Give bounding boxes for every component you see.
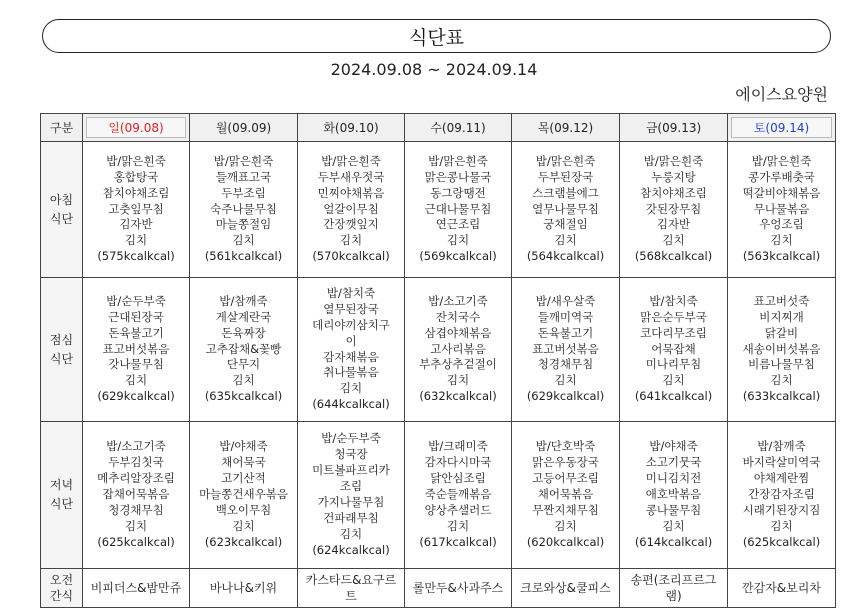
menu-item: 홍합탕국 [113, 169, 159, 184]
day-header-label: 금(09.13) [645, 121, 702, 135]
menu-item: 잡채어묵볶음 [102, 487, 170, 502]
menu-item: 미나리무침 [645, 357, 702, 372]
snack-label [41, 569, 83, 608]
snack-cell [512, 569, 620, 608]
menu-item: 밥/참치죽 [326, 285, 376, 300]
meal-label-text: 아침 [49, 192, 74, 207]
snack-item: 깐감자&보리차 [742, 581, 821, 595]
calorie-value: (632kcalkcal) [419, 389, 497, 404]
menu-item: 밥/순두부죽 [106, 293, 166, 308]
menu-item: 돈육불고기 [537, 325, 594, 340]
menu-period: 2024.09.08 ~ 2024.09.14 [330, 60, 538, 79]
calorie-value: (624kcalkcal) [312, 542, 390, 557]
menu-item: 마늘쫑절임 [215, 217, 272, 232]
menu-item: 고사리볶음 [430, 341, 486, 356]
menu-item: 죽순들깨볶음 [424, 487, 492, 502]
menu-item: 갓나물무침 [108, 357, 164, 372]
menu-table [40, 113, 836, 608]
menu-cell [298, 422, 405, 569]
menu-item: 닭안심조림 [430, 471, 486, 486]
snack-item: 바나나&키위 [209, 581, 278, 595]
menu-item: 김치 [446, 373, 470, 388]
snack-item: 램) [665, 589, 682, 603]
menu-item: 새송이버섯볶음 [742, 341, 821, 356]
menu-item: 콩나물무침 [645, 502, 702, 517]
menu-cell [512, 278, 620, 422]
calorie-value: (629kcalkcal) [526, 389, 605, 404]
menu-item: 밥/참깨죽 [757, 439, 806, 454]
menu-item: 김자반 [119, 217, 153, 232]
menu-cell [728, 278, 836, 422]
menu-cell [620, 278, 728, 422]
menu-cell [190, 142, 298, 278]
menu-item: 고등어무조림 [532, 471, 599, 486]
menu-item: 미트볼파프리카 [312, 463, 390, 478]
menu-item: 김치 [124, 518, 148, 533]
menu-item: 표고버섯죽 [753, 293, 810, 308]
snack-item: 트 [345, 589, 357, 603]
snack-cell [83, 569, 190, 608]
day-header-label: 월(09.09) [215, 121, 272, 135]
menu-item: 김치 [770, 518, 793, 533]
menu-item: 밥/야채죽 [219, 439, 268, 454]
menu-cell [298, 142, 405, 278]
menu-item: 어묵잡채 [651, 341, 696, 356]
calorie-value: (620kcalkcal) [526, 534, 605, 549]
header-row [41, 114, 836, 142]
menu-item: 밥/참치죽 [649, 293, 698, 308]
menu-item: 김치 [554, 518, 577, 533]
menu-item: 고춧잎무침 [108, 201, 164, 216]
menu-item: 떡갈비야채볶음 [742, 185, 821, 200]
menu-item: 무나물볶음 [753, 201, 810, 216]
calorie-value: (563kcalkcal) [742, 249, 821, 264]
dinner-row [41, 422, 836, 569]
calorie-value: (635kcalkcal) [204, 389, 283, 404]
menu-item: 표고버섯볶음 [102, 341, 170, 356]
menu-item: 고기산적 [221, 471, 266, 486]
calorie-value: (623kcalkcal) [204, 534, 283, 549]
menu-item: 김치 [662, 518, 685, 533]
menu-item: 야채계란찜 [753, 471, 810, 486]
menu-item: 맑은순두부국 [640, 309, 707, 324]
calorie-value: (569kcalkcal) [419, 249, 497, 264]
title-box [42, 19, 831, 53]
menu-item: 맑은우동장국 [532, 455, 599, 470]
menu-item: 애호박볶음 [645, 487, 702, 502]
menu-item: 민찌야채볶음 [317, 185, 385, 200]
calorie-value: (629kcalkcal) [97, 389, 175, 404]
menu-item: 바지락살미역국 [742, 455, 821, 470]
menu-item: 김치 [232, 233, 255, 248]
lunch-row [41, 278, 836, 422]
day-header-label: 목(09.12) [537, 121, 594, 135]
menu-cell [405, 142, 512, 278]
snack-label-text: 오전 [49, 573, 74, 587]
menu-item: 소고기뭇국 [645, 455, 702, 470]
snack-item: 송편(조리프르그 [630, 573, 717, 587]
menu-item: 두부김칫국 [108, 455, 164, 470]
day-header [405, 114, 512, 142]
calorie-value: (614kcalkcal) [634, 534, 713, 549]
menu-item: 밥/소고기죽 [428, 293, 488, 308]
menu-item: 밥/단호박죽 [535, 439, 596, 454]
menu-item: 근대된장국 [108, 309, 164, 324]
menu-item: 김자반 [656, 217, 691, 232]
menu-item: 참치야채조림 [102, 185, 170, 200]
day-header [512, 114, 620, 142]
menu-item: 김치 [446, 518, 470, 533]
menu-item: 삼겹야채볶음 [424, 325, 492, 340]
menu-item: 밥/크래미죽 [428, 439, 488, 454]
menu-cell [512, 422, 620, 569]
day-header [620, 114, 728, 142]
menu-item: 숙주나물무침 [210, 201, 277, 216]
menu-item: 코다리무조림 [640, 325, 707, 340]
menu-item: 백오이무침 [215, 502, 272, 517]
menu-item: 얼갈이무침 [323, 201, 379, 216]
menu-item: 우엉조림 [759, 217, 804, 232]
menu-item: 스크램블에그 [532, 185, 599, 200]
calorie-value: (625kcalkcal) [97, 534, 175, 549]
menu-item: 들깨미역국 [537, 309, 594, 324]
page-title: 식단표 [408, 26, 465, 49]
menu-item: 간장깻잎지 [323, 217, 379, 232]
menu-item: 돈육짜장 [221, 325, 266, 340]
menu-item: 데리야끼삼치구 [312, 317, 390, 332]
menu-item: 김치 [662, 233, 685, 248]
menu-item: 김치 [232, 518, 255, 533]
snack-cell [620, 569, 728, 608]
menu-item: 근대나물무침 [424, 201, 492, 216]
menu-item: 돈육불고기 [108, 325, 164, 340]
menu-cell [190, 278, 298, 422]
menu-item: 김치 [770, 233, 793, 248]
menu-item: 비름나물무침 [748, 357, 815, 372]
snack-item: 카스타드&요구르 [305, 573, 397, 587]
menu-item: 김치 [339, 233, 363, 248]
menu-item: 청경채무침 [108, 502, 164, 517]
menu-item: 단무지 [226, 357, 261, 372]
menu-item: 가지나물무침 [317, 495, 385, 509]
menu-item: 밥/순두부죽 [321, 431, 381, 446]
menu-cell [728, 142, 836, 278]
menu-item: 맑은콩나물국 [424, 169, 492, 184]
snack-row [41, 569, 836, 608]
menu-cell [83, 142, 190, 278]
calorie-value: (625kcalkcal) [742, 534, 821, 549]
calorie-value: (561kcalkcal) [204, 249, 283, 264]
day-header [190, 114, 298, 142]
menu-item: 김치 [662, 373, 685, 388]
menu-cell [298, 278, 405, 422]
day-header-label: 토(09.14) [731, 117, 832, 138]
snack-cell [405, 569, 512, 608]
corner-header: 구분 [41, 114, 83, 142]
menu-item: 채어묵국 [221, 455, 266, 470]
day-header [298, 114, 405, 142]
menu-item: 밥/맑은흰죽 [751, 153, 812, 168]
snack-item: 롤만두&사과주스 [412, 581, 504, 595]
snack-cell [190, 569, 298, 608]
day-header-label: 일(09.08) [86, 117, 186, 138]
menu-cell [83, 422, 190, 569]
calorie-value: (644kcalkcal) [312, 397, 390, 412]
day-header [728, 114, 836, 142]
menu-item: 청경채무침 [537, 357, 594, 372]
calorie-value: (570kcalkcal) [312, 249, 390, 264]
menu-item: 김치 [554, 233, 577, 248]
menu-cell [512, 142, 620, 278]
menu-item: 감자다시마국 [424, 455, 492, 470]
day-header-label: 화(09.10) [323, 121, 379, 135]
meal-label-text: 식단 [49, 211, 74, 226]
menu-item: 이 [345, 333, 357, 348]
menu-item: 건파래무침 [323, 510, 379, 525]
meal-label-text: 식단 [49, 351, 74, 366]
menu-item: 열무나물무침 [532, 201, 599, 216]
menu-item: 콩가루배춧국 [748, 169, 815, 184]
menu-item: 미니김치전 [645, 471, 702, 486]
menu-item: 김치 [339, 526, 363, 541]
meal-label-text: 점심 [49, 332, 74, 347]
menu-item: 부추상추겉절이 [419, 357, 497, 372]
calorie-value: (575kcalkcal) [97, 249, 175, 264]
menu-item: 열무된장국 [323, 301, 379, 316]
menu-cell [728, 422, 836, 569]
snack-cell [728, 569, 836, 608]
menu-item: 메추리알장조림 [97, 471, 175, 486]
menu-item: 갓된장무침 [645, 201, 702, 216]
menu-item: 게살계란국 [215, 309, 272, 324]
menu-cell [405, 278, 512, 422]
menu-item: 밥/맑은흰죽 [321, 153, 381, 168]
menu-item: 밥/맑은흰죽 [428, 153, 488, 168]
calorie-value: (568kcalkcal) [634, 249, 713, 264]
menu-item: 김치 [446, 233, 470, 248]
menu-item: 무짠지채무침 [532, 502, 599, 517]
breakfast-row [41, 142, 836, 278]
menu-item: 마늘쫑건새우볶음 [199, 487, 288, 502]
menu-cell [190, 422, 298, 569]
meal-label [41, 422, 83, 569]
organization-name: 에이스요양원 [735, 85, 828, 104]
menu-item: 조림 [339, 479, 363, 494]
meal-label [41, 278, 83, 422]
day-header-label: 수(09.11) [430, 121, 486, 135]
menu-item: 표고버섯볶음 [532, 341, 599, 356]
snack-cell [298, 569, 405, 608]
menu-item: 밥/참깨죽 [219, 293, 268, 308]
menu-item: 청국장 [334, 447, 368, 462]
menu-item: 밥/맑은흰죽 [643, 153, 704, 168]
menu-cell [405, 422, 512, 569]
snack-label-text: 간식 [49, 589, 74, 603]
menu-item: 감자채볶음 [323, 349, 379, 364]
day-header [83, 114, 190, 142]
menu-item: 닭갈비 [764, 325, 799, 340]
snack-item: 비피더스&밤만쥬 [90, 581, 182, 595]
menu-item: 밥/맑은흰죽 [535, 153, 596, 168]
menu-item: 밥/소고기죽 [106, 439, 166, 454]
menu-item: 김치 [124, 373, 148, 388]
calorie-value: (641kcalkcal) [634, 389, 713, 404]
menu-item: 누룽지탕 [651, 169, 696, 184]
menu-item: 김치 [124, 233, 148, 248]
menu-item: 연근조림 [435, 217, 481, 232]
menu-item: 고추잡채&꽃빵 [205, 341, 282, 356]
menu-item: 김치 [770, 373, 793, 388]
calorie-value: (633kcalkcal) [742, 389, 821, 404]
snack-item: 크로와상&쿨피스 [520, 581, 611, 595]
meal-label-text: 저녁 [49, 478, 74, 492]
menu-item: 밥/맑은흰죽 [106, 153, 166, 168]
menu-item: 김치 [554, 373, 577, 388]
calorie-value: (617kcalkcal) [419, 534, 497, 549]
menu-item: 채어묵볶음 [537, 487, 594, 502]
menu-cell [83, 278, 190, 422]
menu-item: 비지찌개 [759, 309, 804, 324]
menu-item: 취나물볶음 [323, 365, 379, 380]
menu-item: 두부조림 [221, 185, 266, 200]
menu-item: 양상추샐러드 [424, 502, 492, 517]
menu-item: 두부새우젓국 [317, 169, 385, 184]
menu-item: 궁채절임 [543, 217, 588, 232]
menu-item: 김치 [339, 381, 363, 396]
menu-item: 두부된장국 [537, 169, 594, 184]
menu-item: 참치야채조림 [640, 185, 707, 200]
menu-item: 밥/야채죽 [649, 439, 698, 454]
menu-item: 들깨표고국 [215, 169, 272, 184]
menu-item: 밥/새우살죽 [535, 293, 596, 308]
menu-cell [620, 422, 728, 569]
menu-item: 김치 [232, 373, 255, 388]
meal-label-text: 식단 [49, 497, 74, 511]
menu-item: 동그랑땡전 [430, 185, 486, 200]
menu-item: 밥/맑은흰죽 [213, 153, 274, 168]
menu-item: 시래기된장지짐 [742, 502, 821, 517]
menu-item: 간장감자조림 [748, 487, 815, 502]
calorie-value: (564kcalkcal) [526, 249, 605, 264]
meal-label [41, 142, 83, 278]
menu-item: 잔치국수 [435, 309, 481, 324]
menu-cell [620, 142, 728, 278]
